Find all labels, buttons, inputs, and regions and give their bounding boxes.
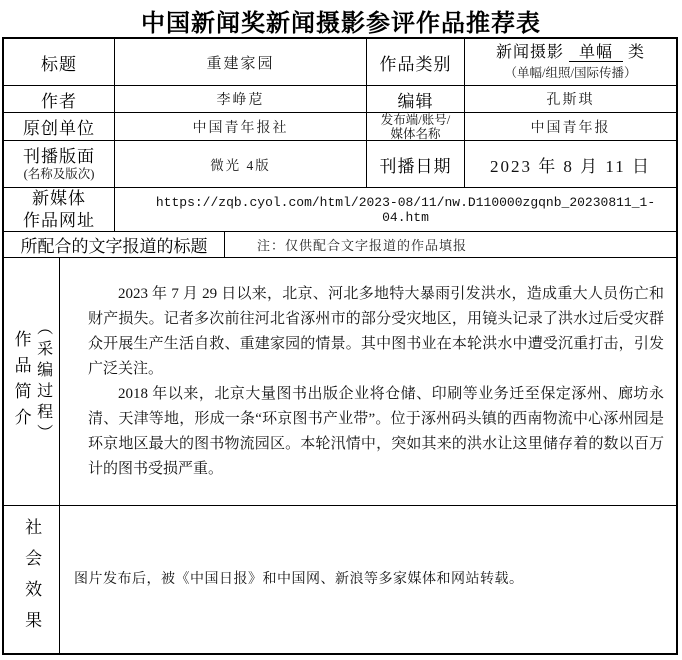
row-related-report <box>4 232 676 258</box>
url-label-line2: 作品网址 <box>23 210 95 230</box>
title-value: 重建家园 <box>206 55 275 72</box>
publisher-label-line2: 媒体名称 <box>390 126 441 141</box>
category-value <box>496 43 645 63</box>
category-suffix: 类 <box>628 43 646 61</box>
row-social-effect <box>4 506 676 653</box>
work-intro-content-cell <box>60 258 676 506</box>
editor-value: 孔斯琪 <box>546 93 595 108</box>
category-label-cell <box>367 39 465 86</box>
recommendation-form-table <box>2 37 678 655</box>
author-value-cell <box>115 86 367 113</box>
publish-page-value-cell <box>115 141 367 188</box>
row-url <box>4 188 676 232</box>
related-report-note-cell <box>225 232 676 258</box>
title-label-cell <box>4 39 115 86</box>
category-prefix: 新闻摄影 <box>495 43 564 61</box>
url-label-line1: 新媒体 <box>32 189 86 209</box>
row-author-editor <box>4 86 676 113</box>
url-label-cell <box>4 188 115 232</box>
url-value: https://zqb.cyol.com/html/2023-08/11/nw.D110000zgqnb_20230811_1-04.htm <box>155 194 656 225</box>
publish-page-label-line1: 刊播版面 <box>23 146 95 166</box>
publish-date-label-cell <box>367 141 465 188</box>
social-effect-text: 图片发布后，被《中国日报》和中国网、新浪等多家媒体和网站转载。 <box>74 571 524 587</box>
related-report-label-cell <box>4 232 225 258</box>
author-value: 李峥苨 <box>216 93 265 108</box>
author-label: 作者 <box>41 91 77 111</box>
category-options: （单幅/组照/国际传播） <box>504 65 637 80</box>
work-intro-paragraph-1: 2023 年 7 月 29 日以来，北京、河北多地特大暴雨引发洪水，造成重大人员伤亡和财产损失。记者多次前往河北省涿州市的部分受灾地区，用镜头记录了洪水过后受灾群众开展生产生活自救、重建家园的情景。其中图书业在本轮洪水中遭受沉重打击，引发广泛关注。 <box>88 285 664 377</box>
row-unit-publisher <box>4 113 676 141</box>
row-work-intro <box>4 258 676 506</box>
origin-unit-value-cell <box>115 113 367 141</box>
publisher-label-cell <box>367 113 465 141</box>
publisher-value: 中国青年报 <box>530 120 611 136</box>
social-effect-label-cell <box>4 506 60 653</box>
work-intro-label-cell <box>4 258 60 506</box>
author-label-cell <box>4 86 115 113</box>
origin-unit-label-cell <box>4 113 115 141</box>
work-intro-paragraph-2: 2018 年以来，北京大量图书出版企业将仓储、印刷等业务迁至保定涿州、廊坊永清、天津等地，形成一条“环京图书产业带”。位于涿州码头镇的西南物流中心涿州园是环京地区最大的图书物流园区。本轮汛情中，突如其来的洪水让这里储存着的数以百万计的图书受损严重。 <box>88 385 664 477</box>
publish-page-value: 微光 4版 <box>210 158 271 173</box>
origin-unit-label: 原创单位 <box>23 119 95 138</box>
social-effect-label: 社会效果 <box>22 517 42 642</box>
work-intro-label-main: 作品简介 <box>11 329 31 434</box>
related-report-label: 所配合的文字报道的标题 <box>20 237 208 256</box>
social-effect-content-cell <box>60 506 676 653</box>
page-title: 中国新闻奖新闻摄影参评作品推荐表 <box>141 10 541 37</box>
row-title-category <box>4 39 676 86</box>
publish-page-label-line2: (名称及版次) <box>23 166 95 181</box>
publish-date-label: 刊播日期 <box>379 156 452 176</box>
editor-label-cell <box>367 86 465 113</box>
origin-unit-value: 中国青年报社 <box>192 120 289 136</box>
publish-date-value: 2023 年 8 月 11 日 <box>489 156 652 176</box>
publish-page-label-cell <box>4 141 115 188</box>
category-value-cell <box>465 39 676 86</box>
related-report-note: 注：仅供配合文字报道的作品填报 <box>257 238 468 253</box>
publisher-label-line1: 发布端/账号/ <box>380 113 451 127</box>
url-value-cell <box>115 188 676 232</box>
editor-value-cell <box>465 86 676 113</box>
work-intro-label-paren: （采编过程） <box>34 318 52 445</box>
title-value-cell <box>115 39 367 86</box>
category-label: 作品类别 <box>379 54 452 74</box>
publish-date-value-cell <box>465 141 676 188</box>
title-label: 标题 <box>41 54 77 74</box>
category-selected: 单幅 <box>569 44 623 62</box>
editor-label: 编辑 <box>397 91 434 111</box>
row-page-date <box>4 141 676 188</box>
publisher-value-cell <box>465 113 676 141</box>
